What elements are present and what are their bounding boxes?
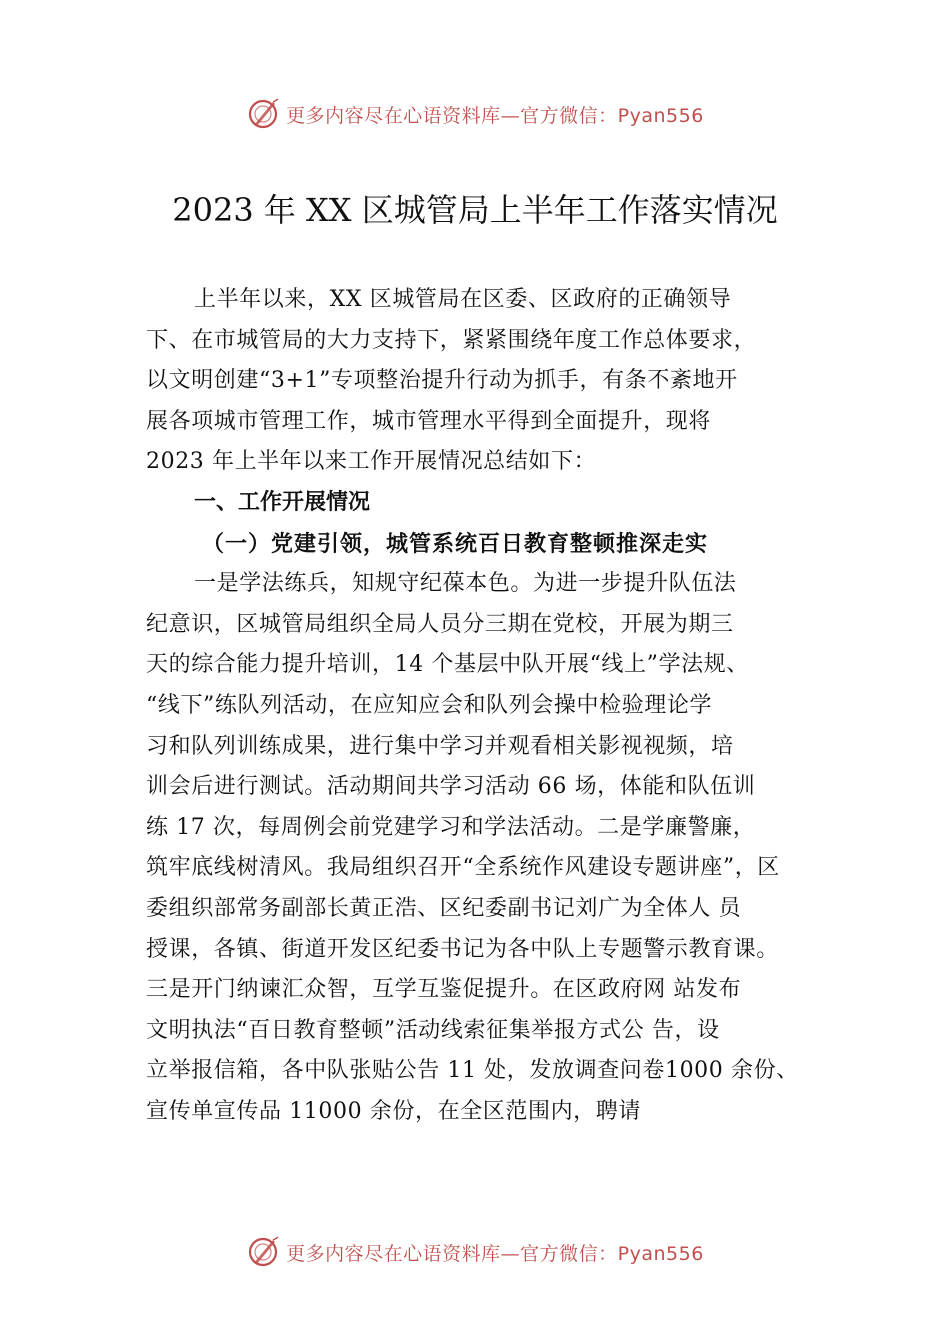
body-line: 练 17 次，每周例会前党建学习和学法活动。二是学廉警廉， — [146, 814, 756, 840]
watermark-wechat-id: Pyan556 — [617, 104, 704, 127]
watermark-text: 更多内容尽在心语资料库—官方微信：Pyan556 — [286, 104, 704, 127]
watermark-wechat-id: Pyan556 — [617, 1242, 704, 1265]
watermark-banner-top — [0, 94, 950, 134]
quill-seal-icon — [246, 1235, 280, 1269]
body-line: 习和队列训练成果，进行集中学习并观看相关影视视频，培 — [146, 733, 734, 759]
intro-line: 上半年以来，XX 区城管局在区委、区政府的正确领导 — [194, 287, 732, 312]
quill-seal-icon — [246, 97, 280, 131]
intro-line: 2023 年上半年以来工作开展情况总结如下： — [146, 449, 597, 475]
body-line: 天的综合能力提升培训，14 个基层中队开展“线上”学法规、 — [146, 652, 749, 678]
body-line: 筑牢底线树清风。我局组织召开“全系统作风建设专题讲座”，区 — [146, 855, 780, 881]
intro-line: 展各项城市管理工作，城市管理水平得到全面提升，现将 — [146, 408, 712, 434]
section-heading: 一、工作开展情况 — [194, 489, 371, 515]
body-line: 三是开门纳谏汇众智，互学互鉴促提升。在区政府网 站发布 — [146, 977, 742, 1003]
watermark-banner-bottom — [0, 1232, 950, 1272]
intro-line: 以文明创建“3+1”专项整治提升行动为抓手，有条不紊地开 — [146, 368, 738, 394]
body-line: 立举报信箱，各中队张贴公告 11 处，发放调查问卷1000 余份、 — [146, 1058, 799, 1084]
body-line: “线下”练队列活动，在应知应会和队列会操中检验理论学 — [146, 692, 713, 718]
body-line: 宣传单宣传品 11000 余份，在全区范围内，聘请 — [146, 1098, 641, 1124]
body-line: 训会后进行测试。活动期间共学习活动 66 场，体能和队伍训 — [146, 774, 756, 800]
document-body — [146, 280, 836, 1132]
document-title: 2023 年 XX 区城管局上半年工作落实情况 — [172, 191, 778, 229]
body-line: 纪意识，区城管局组织全局人员分三期在党校，开展为期三 — [146, 611, 734, 637]
body-line: 文明执法“百日教育整顿”活动线索征集举报方式公 告，设 — [146, 1017, 720, 1043]
watermark-text: 更多内容尽在心语资料库—官方微信：Pyan556 — [286, 1242, 704, 1265]
body-line: 委组织部常务副部长黄正浩、区纪委副书记刘广为全体人 员 — [146, 895, 742, 921]
intro-line: 下、在市城管局的大力支持下，紧紧围绕年度工作总体要求， — [146, 327, 757, 353]
subsection-heading: （一）党建引领，城管系统百日教育整顿推深走实 — [202, 530, 709, 557]
body-line: 一是学法练兵，知规守纪葆本色。为进一步提升队伍法 — [194, 571, 737, 597]
body-line: 授课，各镇、街道开发区纪委书记为各中队上专题警示教育课。 — [146, 936, 779, 962]
